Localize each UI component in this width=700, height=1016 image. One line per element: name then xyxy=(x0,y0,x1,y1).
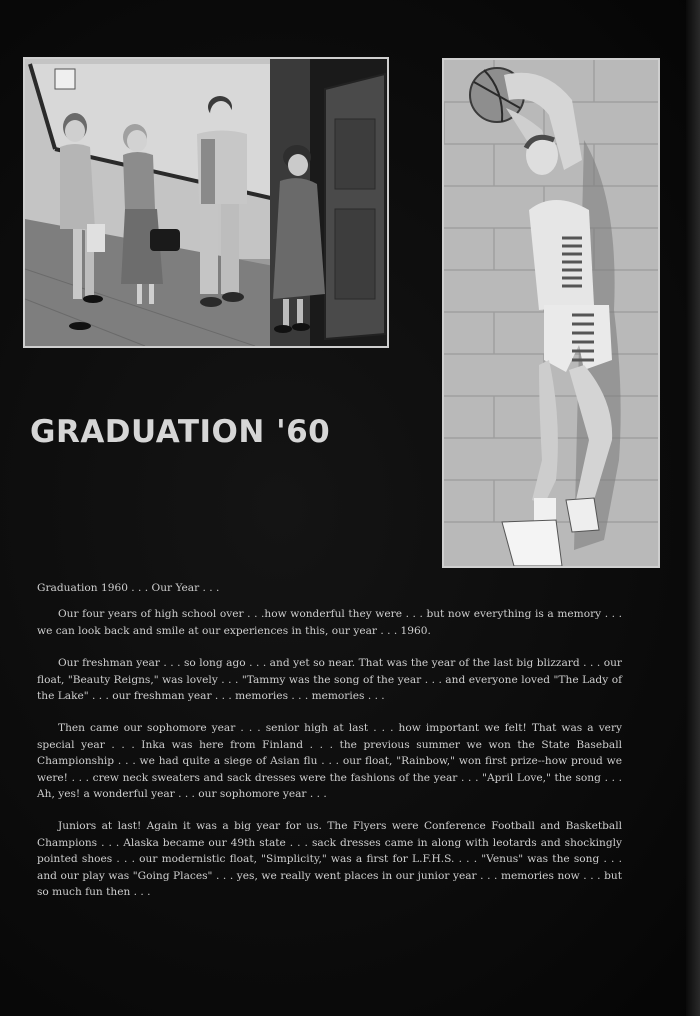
body-text xyxy=(37,580,622,917)
paragraph-3: Then came our sophomore year . . . senior high at last . . . how important we felt! That was a very special year . . . Inka was here from Finland . . . the previous summer we won the State Baseball Championship . . . we had quite a siege of Asian flu . . . our float, "Rainbow," won first prize--how proud we were! . . . crew neck sweaters and sack dresses were the fashions of the year . . . "April Love," the song . . . Ah, yes! a wonderful year . . . our sophomore year . . . xyxy=(37,722,622,801)
hallway-group-photo xyxy=(23,57,389,348)
basketball-photo-illustration xyxy=(444,60,658,566)
lead-line: Graduation 1960 . . . Our Year . . . xyxy=(37,582,220,594)
paragraph-1: Our four years of high school over . . .how wonderful they were . . . but now everything is a memory . . . we can look back and smile at our experiences in this, our year . . . 1960. xyxy=(37,608,622,637)
paragraph-2: Our freshman year . . . so long ago . . . and yet so near. That was the year of the last big blizzard . . . our float, "Beauty Reigns," was lovely . . . "Tammy was the song of the year . . . and everyone loved "The Lady of the Lake" . . . our freshman year . . . memories . . . memories . . . xyxy=(37,657,622,703)
page-title: GRADUATION '60 xyxy=(30,414,331,450)
basketball-player-photo xyxy=(442,58,660,568)
paragraph-4: Juniors at last! Again it was a big year for us. The Flyers were Conference Football and Basketball Champions . . . Alaska became our 49th state . . . sack dresses came in along with leotards and shockingly pointed shoes . . . our modernistic float, "Simplicity," was a first for L.F.H.S. . . . "Venus" was the song . . . and our play was "Going Places" . . . yes, we really went places in our junior year . . . memories now . . . but so much fun then . . . xyxy=(37,820,622,899)
page-edge-shadow xyxy=(686,0,700,1016)
hallway-photo-illustration xyxy=(25,59,387,346)
